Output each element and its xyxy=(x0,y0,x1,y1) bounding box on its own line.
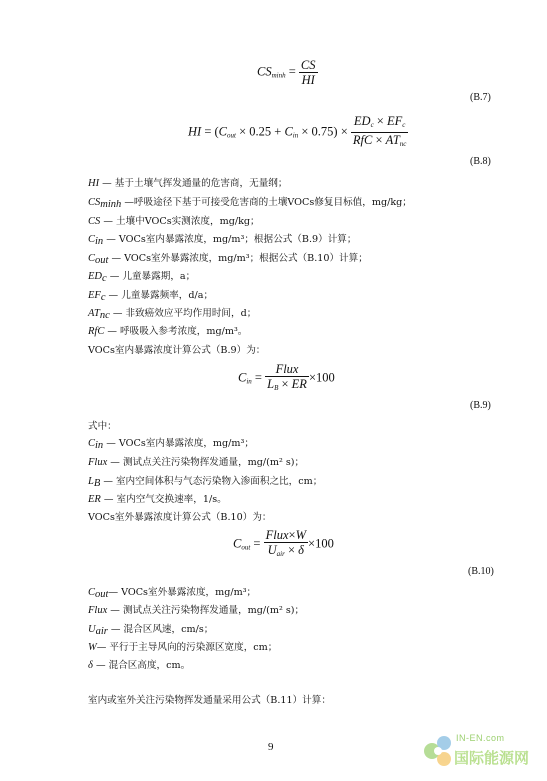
definition-rfc: RfC — 呼吸吸入参考浓度，mg/m³。 xyxy=(88,326,248,337)
definition-uair: $U_{air}$ — 混合区风速，cm/s； xyxy=(88,624,214,637)
equation-b10: $C_{out}$ = $\frac{\text{Flux×W}}{U_{air} \times \delta}$ ×100 xyxy=(233,528,334,558)
equation-number-b9: (B.9) xyxy=(470,400,491,411)
equation-b9: $C_{in}$ = $\frac{\text{Flux}}{L_B \times ER}$ ×100 xyxy=(238,362,335,392)
page-number: 9 xyxy=(268,741,274,753)
definition-cout-b10: $C_{out}—$ VOCs室外暴露浓度，mg/m³； xyxy=(88,587,257,600)
final-paragraph: 室内或室外关注污染物挥发通量采用公式（B.11）计算： xyxy=(88,695,331,706)
equation-b7: $CS_{minh}$ = $\frac{CS}{HI}$ xyxy=(257,58,316,87)
definition-cout: $C_{out}$ — VOCs室外暴露浓度，mg/m³；根据公式（B.10）计算； xyxy=(88,253,368,266)
definition-cs: CS — 土壤中VOCs实测浓度，mg/kg； xyxy=(88,216,260,227)
definition-flux-b10: Flux — 测试点关注污染物挥发通量，mg/(m² s)； xyxy=(88,605,305,616)
definition-lb: $L_B$ — 室内空间体积与气态污染物入渗面积之比，cm； xyxy=(88,476,323,489)
definition-flux-b9: Flux — 测试点关注污染物挥发通量，mg/(m² s)； xyxy=(88,457,305,468)
definition-atnc: $AT_{nc}$ — 非致癌效应平均作用时间，d； xyxy=(88,308,257,321)
definition-edc: $ED_c$ — 儿童暴露期，a； xyxy=(88,271,196,284)
in-en-watermark-logo xyxy=(418,727,538,777)
intro-b10: VOCs室外暴露浓度计算公式（B.10）为： xyxy=(88,512,272,523)
definition-cin: $C_{in}$ — VOCs室内暴露浓度，mg/m³；根据公式（B.9）计算； xyxy=(88,234,357,247)
equation-number-b7: (B.7) xyxy=(470,92,491,103)
equation-b8: HI = $(C_{out} \times 0.25 + C_{in} \times 0.75)$ × $\frac{ED_c \times EF_c}{RfC \times AT_{nc}}$ xyxy=(188,114,407,148)
watermark-domain: IN-EN.com xyxy=(456,733,505,743)
where-label-b9: 式中： xyxy=(88,421,117,432)
definition-delta: δ — 混合区高度，cm。 xyxy=(88,660,191,671)
intro-b9: VOCs室内暴露浓度计算公式（B.9）为： xyxy=(88,345,266,356)
equation-number-b10: (B.10) xyxy=(468,566,494,577)
definition-cin-b9: $C_{in}$ — VOCs室内暴露浓度，mg/m³； xyxy=(88,438,254,451)
equation-number-b8: (B.8) xyxy=(470,156,491,167)
definition-w: W— 平行于主导风向的污染源区宽度，cm； xyxy=(88,642,278,653)
definition-efc: $EF_c$ — 儿童暴露频率，d/a； xyxy=(88,290,214,303)
definition-csminh: $CS_{minh}$ —呼吸途径下基于可接受危害商的土壤VOCs修复目标值，mg/kg； xyxy=(88,197,412,210)
definition-er: ER — 室内空气交换速率，1/s。 xyxy=(88,494,227,505)
watermark-name: 国际能源网 xyxy=(454,749,530,767)
definition-hi: HI — 基于土壤气挥发通量的危害商，无量纲； xyxy=(88,178,288,189)
